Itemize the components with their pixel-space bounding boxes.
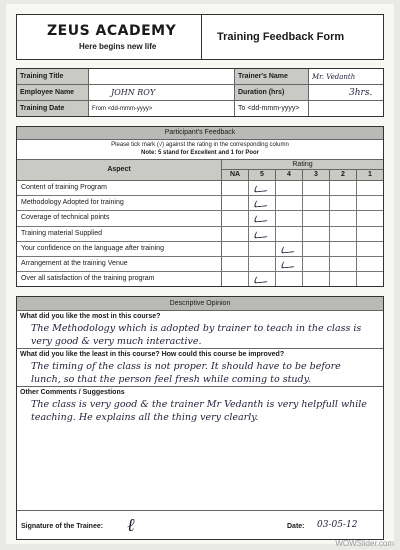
rating-cell-na[interactable] xyxy=(222,257,249,271)
aspect-label: Coverage of technical points xyxy=(17,211,222,225)
aspect-label: Training material Supplied xyxy=(17,227,222,241)
rating-cell-2[interactable] xyxy=(330,272,357,286)
rating-cell-5[interactable] xyxy=(249,257,276,271)
feedback-title: Participant's Feedback xyxy=(17,127,383,140)
rating-cell-2[interactable] xyxy=(330,181,357,195)
check-icon xyxy=(280,245,296,253)
answer-most-liked[interactable]: The Methodology which is adopted by trainer to teach in the class is very good & very much interactive. xyxy=(31,323,362,347)
date-from-field[interactable]: From <dd-mmm-yyyy> xyxy=(89,101,235,116)
logo xyxy=(17,15,202,59)
aspect-label: Over all satisfaction of the training program xyxy=(17,272,222,286)
question-comments: Other Comments / Suggestions xyxy=(20,389,125,396)
rating-cell-na[interactable] xyxy=(222,272,249,286)
rating-header: Rating xyxy=(222,160,383,170)
rating-cell-4[interactable] xyxy=(276,272,303,286)
rating-col-1: 1 xyxy=(368,171,372,178)
signature-row xyxy=(17,510,383,539)
rating-cell-2[interactable] xyxy=(330,242,357,256)
rating-col-2: 2 xyxy=(330,170,357,180)
employee-name-field[interactable]: JOHN ROY xyxy=(89,85,235,100)
rating-cell-na[interactable] xyxy=(222,242,249,256)
feedback-instruction-text: Please tick mark (√) against the rating in the corresponding column xyxy=(111,142,289,148)
form-header xyxy=(16,14,384,60)
rating-cell-1[interactable] xyxy=(357,242,383,256)
rating-row xyxy=(17,272,383,286)
check-icon xyxy=(253,184,269,192)
rating-cell-5[interactable] xyxy=(249,211,276,225)
employee-name-label: Employee Name xyxy=(17,85,89,100)
rating-col-4: 4 xyxy=(276,170,303,180)
aspect-label: Arrangement at the training Venue xyxy=(17,257,222,271)
check-icon xyxy=(253,275,269,283)
rating-cell-4[interactable] xyxy=(276,211,303,225)
form-title: Training Feedback Form xyxy=(217,31,345,43)
rating-cell-1[interactable] xyxy=(357,196,383,210)
rating-cell-5[interactable] xyxy=(249,181,276,195)
training-title-field[interactable] xyxy=(89,69,235,84)
signature-mark[interactable]: ℓ xyxy=(127,515,135,536)
rating-cell-3[interactable] xyxy=(303,242,330,256)
rating-cell-2[interactable] xyxy=(330,257,357,271)
rating-cell-na[interactable] xyxy=(222,196,249,210)
rating-cell-1[interactable] xyxy=(357,181,383,195)
rating-cell-4[interactable] xyxy=(276,181,303,195)
rating-cell-5[interactable] xyxy=(249,196,276,210)
rating-cell-1[interactable] xyxy=(357,227,383,241)
rating-cell-1[interactable] xyxy=(357,211,383,225)
watermark: WOWSlider.com xyxy=(335,539,394,548)
question-least-liked: What did you like the least in this course? How could this course be improved? xyxy=(20,351,285,358)
trainer-name-field[interactable]: Mr. Vedanth xyxy=(312,72,356,81)
answer-comments[interactable]: The class is very good & the trainer Mr Vedanth is very helpfull while teaching. He explains all the thing very clearly. xyxy=(31,399,367,423)
aspect-label: Your confidence on the language after training xyxy=(17,242,222,256)
rating-cell-3[interactable] xyxy=(303,272,330,286)
feedback-instructions xyxy=(17,140,383,160)
rating-cell-1[interactable] xyxy=(357,257,383,271)
training-info xyxy=(16,68,384,117)
logo-text: ZEUS ACADEMY xyxy=(47,23,177,39)
training-title-label: Training Title xyxy=(17,69,89,84)
rating-cell-2[interactable] xyxy=(330,196,357,210)
check-icon xyxy=(253,200,269,208)
rating-cell-3[interactable] xyxy=(303,257,330,271)
rating-cell-5[interactable] xyxy=(249,272,276,286)
duration-label: Duration (hrs) xyxy=(235,85,309,100)
rating-row xyxy=(17,257,383,272)
rating-header-row xyxy=(17,160,383,181)
date-value[interactable]: 03-05-12 xyxy=(317,520,358,530)
rating-cell-4[interactable] xyxy=(276,242,303,256)
rating-row xyxy=(17,227,383,242)
rating-cell-4[interactable] xyxy=(276,257,303,271)
rating-cell-na[interactable] xyxy=(222,211,249,225)
check-icon xyxy=(253,230,269,238)
logo-tagline: Here begins new life xyxy=(79,42,157,51)
date-to-field[interactable]: To <dd-mmm-yyyy> xyxy=(235,101,309,116)
rating-cell-4[interactable] xyxy=(276,196,303,210)
rating-row xyxy=(17,211,383,226)
aspect-header: Aspect xyxy=(17,160,222,180)
rating-cell-3[interactable] xyxy=(303,211,330,225)
answer-least-liked[interactable]: The timing of the class is not proper. It should have to be before lunch, so that the person feel fresh while coming to study. xyxy=(31,361,341,385)
question-most-liked: What did you like the most in this course? xyxy=(20,313,161,320)
descriptive-opinion xyxy=(16,296,384,540)
rating-cell-na[interactable] xyxy=(222,181,249,195)
rating-cell-2[interactable] xyxy=(330,211,357,225)
signature-label: Signature of the Trainee: xyxy=(21,523,104,530)
rating-cell-5[interactable] xyxy=(249,242,276,256)
feedback-note-text: Note: 5 stand for Excellent and 1 for Poor xyxy=(140,150,260,156)
duration-field[interactable]: 3hrs. xyxy=(349,87,373,98)
rating-cell-5[interactable] xyxy=(249,227,276,241)
rating-rows xyxy=(17,181,383,286)
check-icon xyxy=(253,215,269,223)
trainer-name-label: Trainer's Name xyxy=(235,69,309,84)
descriptive-title: Descriptive Opinion xyxy=(17,297,383,311)
rating-cell-3[interactable] xyxy=(303,181,330,195)
rating-col-5: 5 xyxy=(249,170,276,180)
rating-cell-na[interactable] xyxy=(222,227,249,241)
date-label: Date: xyxy=(287,523,305,530)
rating-cell-3[interactable] xyxy=(303,196,330,210)
rating-cell-2[interactable] xyxy=(330,227,357,241)
rating-col-na: NA xyxy=(222,170,249,180)
rating-cell-1[interactable] xyxy=(357,272,383,286)
rating-row xyxy=(17,181,383,196)
check-icon xyxy=(280,260,296,268)
rating-cell-3[interactable] xyxy=(303,227,330,241)
rating-row xyxy=(17,242,383,257)
aspect-label: Content of training Program xyxy=(17,181,222,195)
training-date-label: Training Date xyxy=(17,101,89,116)
rating-row xyxy=(17,196,383,211)
aspect-label: Methodology Adopted for training xyxy=(17,196,222,210)
rating-col-3: 3 xyxy=(303,170,330,180)
date-to-blank xyxy=(309,101,383,116)
feedback-table xyxy=(16,126,384,287)
rating-cell-4[interactable] xyxy=(276,227,303,241)
